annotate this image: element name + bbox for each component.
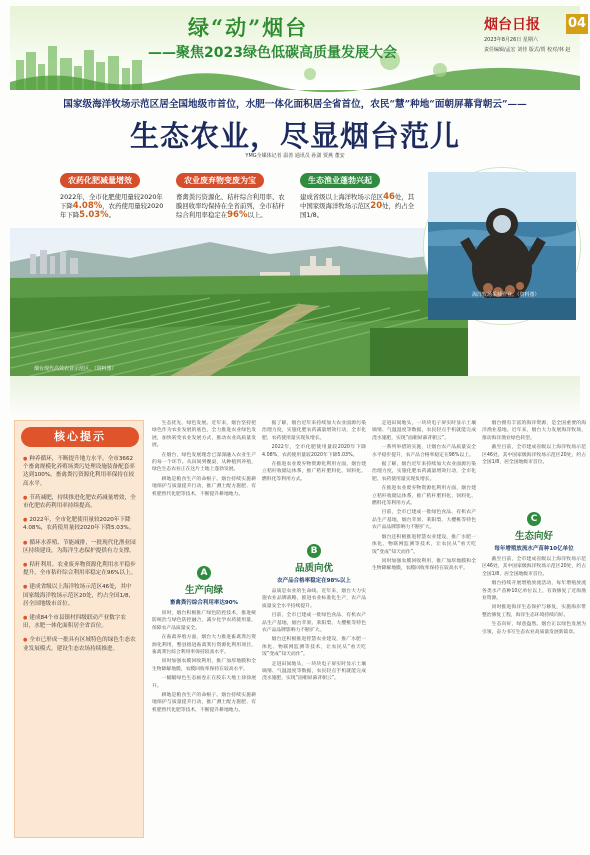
body-paragraph: 烟台持续开展增殖放流活动，每年增殖放流各类水产苗种10亿单位以上，有效修复了近海渔业资源。 xyxy=(482,581,586,602)
body-paragraph: 在推进农业废弃物资源化利用方面，烟台建立秸秆收储运体系，推广秸秆肥料化、饲料化、燃料化等利用方式。 xyxy=(372,486,476,507)
section-a-title: 生产向绿 xyxy=(184,585,223,596)
body-paragraph: 同时加强农膜回收利用，推广加厚地膜和全生物降解地膜，农膜回收率保持在较高水平。 xyxy=(152,659,256,672)
stat-tag: 农药化肥减量增效 xyxy=(60,173,140,188)
body-paragraph: 耕地是粮食生产的命根子。烟台持续实施耕地保护与质量提升行动，推广测土配方施肥、有机肥替代化肥等技术，不断提升耕地地力。 xyxy=(152,693,256,713)
diver-circle-photo xyxy=(424,168,580,324)
key-points-box xyxy=(14,420,144,838)
body-paragraph: 耕地是粮食生产的命根子。烟台持续实施耕地保护与质量提升行动，推广测土配方施肥、有机肥替代化肥等技术，不断提升耕地地力。 xyxy=(152,476,256,497)
stat-highlight: 20 xyxy=(370,201,383,211)
stat-highlight: 5.03% xyxy=(79,210,109,220)
body-paragraph: 同时加强农膜回收利用，推广加厚地膜和全生物降解地膜，农膜回收率保持在较高水平。 xyxy=(372,558,476,572)
body-column-4 xyxy=(482,420,586,520)
issue-date: 2023年8月26日 星期六 xyxy=(484,37,538,43)
key-point-item: ● 秸秆利用、农业废弃物资源化利用水平稳步提升，全市秸秆综合利用率稳定在96%以上。 xyxy=(23,561,137,577)
body-paragraph: 走进田间地头，一块块电子屏实时显示土壤墒情、气温湿度等数据，农民轻点手机就能完成浇水施肥，实现“面朝屏幕背朝云”。 xyxy=(372,421,476,441)
stat-block-fishery xyxy=(300,168,416,220)
body-column-4b xyxy=(482,556,586,836)
section-b-subtitle: 农产品合格率稳定在98%以上 xyxy=(277,578,351,584)
editor-credits: 责任编辑/孟宏 刘佳 版式/贾 校对/林 赵 xyxy=(484,47,571,53)
body-paragraph: 同时推进海洋生态保护与修复，实施海岸带整治修复工程，海洋生态环境持续向好。 xyxy=(482,605,586,618)
section-a-subtitle: 畜禽粪污综合利用率达90% xyxy=(169,600,239,606)
key-point-item: ● 节药减肥，持续推进化肥农药减量增效，全市化肥农药利用率持续提高。 xyxy=(23,494,137,510)
stat-highlight: 96% xyxy=(227,210,248,220)
section-title: 绿“动”烟台 xyxy=(188,15,309,40)
body-column-1 xyxy=(152,420,256,560)
body-paragraph: 目前，全市已建成一批绿色食品、有机农产品生产基地，烟台苹果、莱阳梨、大樱桃等特色农产品品牌影响力不断扩大。 xyxy=(372,510,476,531)
section-c-subtitle: 每年增殖放流水产苗种10亿单位 xyxy=(494,546,574,552)
page-number: 04 xyxy=(566,14,588,34)
key-point-item: ● 种养循环，不断提升地力水平。全市3662个畜禽规模化养殖场粪污处理设施装备配套率达到100%，畜禽粪污资源化利用率保持在较高水平。 xyxy=(23,455,137,488)
section-subtitle xyxy=(148,42,397,62)
body-paragraph: 2022年，全市化肥使用量较2020年下降4.08%，农药使用量较2020年下降5.03%。 xyxy=(262,445,366,458)
page-header-banner xyxy=(10,6,587,90)
stat-text: 畜禽粪污资源化、秸秆综合利用率、农膜回收率均保持在全省前列，全市秸秆综合利用率稳定在96%以上。 xyxy=(176,193,285,220)
key-point-item: ● 建成省级以上海洋牧场示范区46处，其中国家级海洋牧场示范区20处，约占全国1/8，居全国地级市首位。 xyxy=(23,583,137,608)
body-paragraph: 截至目前，全市建成省级以上海洋牧场示范区46处，其中国家级海洋牧场示范区20处，约占全国1/8，居全国地级市首位。 xyxy=(482,445,586,466)
article-kicker: 国家级海洋牧场示范区居全国地级市首位，水肥一体化面积居全省首位，农民“慧”种地“面朝屏幕背朝云”—— xyxy=(63,99,527,110)
body-paragraph: 在推进农业废弃物资源化利用方面，烟台建立秸秆收储运体系，推广秸秆肥料化、饲料化、燃料化等利用方式。 xyxy=(262,462,366,482)
body-paragraph: 截至目前，全市建成省级以上海洋牧场示范区46处，其中国家级海洋牧场示范区20处，约占全国1/8，居全国地级市首位。 xyxy=(482,557,586,577)
body-paragraph: 生态优先、绿色发展。近年来，烟台坚持把绿色作为农业发展的底色，全力推进农业绿色发展，加快转变农业发展方式，推动农业高质量发展。 xyxy=(152,421,256,449)
section-b-badge: B xyxy=(307,544,321,558)
stat-highlight: 4.08% xyxy=(72,201,103,211)
article-headline: 生态农业，尽显烟台范儿 xyxy=(129,119,460,153)
article-byline: YMG全媒体记者 温善 通讯员 孙潇 贾燕 董安 xyxy=(245,153,345,159)
farm-aerial-photo xyxy=(10,228,468,376)
body-paragraph: 品质是农业的生命线。近年来，烟台大力实施农业品牌战略，推进农业标准化生产，农产品质量安全水平持续提升。 xyxy=(262,589,366,609)
body-paragraph: 在烟台，绿色发展理念已深深融入农业生产的每一个环节。从田间到餐桌，从种植到养殖，绿色生态农业正在这片土地上蓬勃发展。 xyxy=(152,452,256,473)
body-paragraph: 走进田间地头，一块块电子屏实时显示土壤墒情、气温湿度等数据，农民轻点手机就能完成浇水施肥，实现“面朝屏幕背朝云”。 xyxy=(262,661,366,682)
body-paragraph: 烟台还积极推进智慧农业建设，推广水肥一体化、物联网监测等技术，让农民从“看天吃饭”变成“知天而作”。 xyxy=(372,534,476,555)
farm-photo-caption: 烟台现代高效农业示范区。（资料图） xyxy=(34,366,117,372)
body-paragraph: 一系列举措的实施，让烟台农产品质量安全水平稳步提升，农产品合格率稳定在98%以上。 xyxy=(372,445,476,458)
farm-photo-image xyxy=(10,228,468,376)
decorative-fade-band xyxy=(10,376,580,416)
masthead xyxy=(484,14,587,60)
section-b-title: 品质向优 xyxy=(294,563,333,574)
section-a-badge: A xyxy=(197,566,211,580)
body-paragraph: 据了解，烟台近年来持续加大农业面源污染治理力度，实施化肥农药减量增效行动，全市化肥、农药使用量实现负增长。 xyxy=(372,462,476,482)
body-paragraph: 一幅幅绿色生态画卷正在胶东大地上徐徐展开。 xyxy=(152,676,256,689)
section-subtitle-text: ——聚焦2023绿色低碳高质量发展大会 xyxy=(148,45,397,61)
stat-tag: 生态渔业蓬勃兴起 xyxy=(300,173,380,188)
body-paragraph: 同时，烟台积极推广绿色防控技术，推进统防统治与绿色防控融合，减少化学农药使用量，保障农产品质量安全。 xyxy=(152,611,256,631)
key-point-item: ● 2022年，全市化肥使用量较2020年下降4.08%，农药使用量较2020年下降5.03%。 xyxy=(23,516,137,532)
body-column-2b xyxy=(262,588,366,836)
key-points-list xyxy=(23,455,137,659)
body-paragraph: 目前，全市已建成一批绿色食品、有机农产品生产基地，烟台苹果、莱阳梨、大樱桃等特色农产品品牌影响力不断扩大。 xyxy=(262,613,366,634)
stat-text: 2022年，全市化肥使用量较2020年下降4.08%，农药使用量较2020年下降5.03%。 xyxy=(60,193,164,220)
body-column-2 xyxy=(262,420,366,540)
key-points-title: 核心提示 xyxy=(21,427,139,447)
stat-block-waste xyxy=(176,168,288,220)
section-c-badge: C xyxy=(527,512,541,526)
section-c-title: 生态向好 xyxy=(514,531,553,542)
section-a-header xyxy=(152,566,256,606)
stat-highlight: 46 xyxy=(383,192,395,202)
body-paragraph: 在畜禽养殖方面，烟台大力推进畜禽粪污资源化利用，整县推进畜禽粪污资源化利用项目，畜禽粪污综合利用率保持较高水平。 xyxy=(152,635,256,656)
key-point-item: ● 循环水养殖、节能减排，一批现代化渔业园区持续建设，为海洋生态保护提供有力支撑。 xyxy=(23,539,137,555)
section-b-header xyxy=(262,544,366,584)
key-point-item: ● 全市已形成一批具有区域特色的绿色生态农业发展模式，建设生态农场持续推进。 xyxy=(23,636,137,652)
stat-tag: 农业废弃物变废为宝 xyxy=(176,173,264,188)
diver-photo-caption: 海洋牧场采捕作业。（资料图） xyxy=(472,292,540,298)
body-paragraph: 生态向好，绿意盎然。烟台正以绿色发展为引领，奋力书写生态农业高质量发展新篇章。 xyxy=(482,622,586,635)
body-column-3 xyxy=(372,420,476,836)
body-paragraph: 烟台还积极推进智慧农业建设，推广水肥一体化、物联网监测等技术，让农民从“看天吃饭”变成“知天而作”。 xyxy=(262,637,366,658)
body-paragraph: 据了解，烟台近年来持续加大农业面源污染治理力度，实施化肥农药减量增效行动，全市化肥、农药使用量实现负增长。 xyxy=(262,421,366,441)
stat-text: 建成省级以上海洋牧场示范区46处，其中国家级海洋牧场示范区20处，约占全国1/8。 xyxy=(300,192,415,219)
stat-block-fertilizer xyxy=(60,168,164,220)
section-c-header xyxy=(482,512,586,552)
masthead-logo: 烟台日报 xyxy=(484,17,540,33)
body-paragraph: 烟台拥有丰富的海洋资源，是全国重要的海洋渔业基地。近年来，烟台大力发展海洋牧场，推动海洋渔业绿色转型。 xyxy=(482,421,586,441)
body-column-1b xyxy=(152,610,256,836)
key-point-item: ● 建成84个市县镇村四级联动产业数字农田，水肥一体化面积居全省首位。 xyxy=(23,614,137,630)
